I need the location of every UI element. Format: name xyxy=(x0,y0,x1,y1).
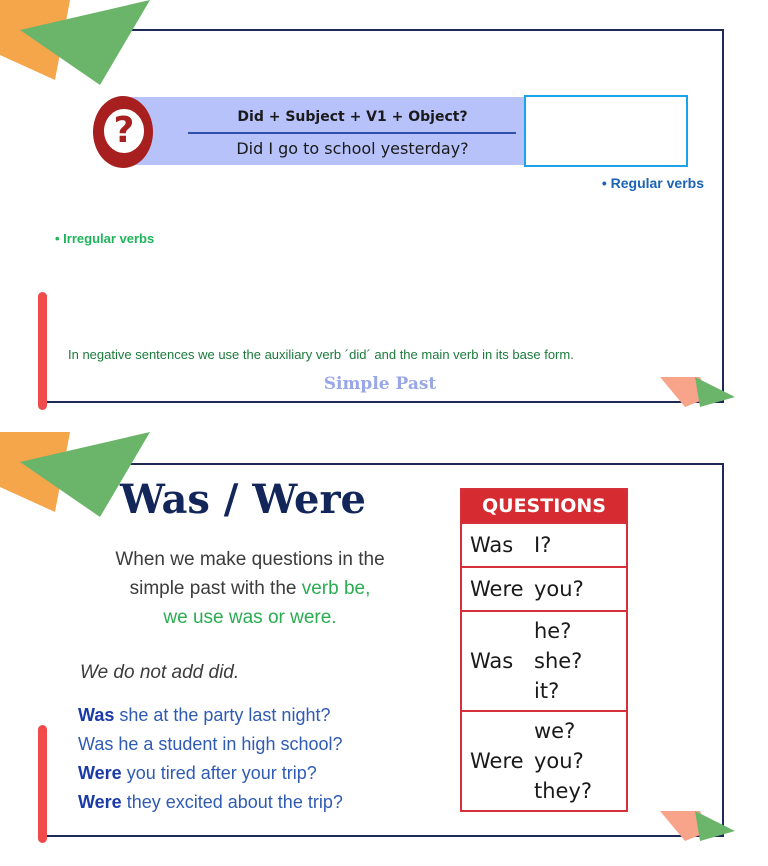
table-verb: Were xyxy=(470,577,524,601)
example-verb: Was xyxy=(78,705,115,725)
table-subjects xyxy=(534,616,626,706)
was-were-explanation xyxy=(70,545,430,632)
table-row xyxy=(462,610,626,710)
question-mark-symbol: ? xyxy=(104,109,144,153)
explanation-line-3: we use was or were. xyxy=(163,607,337,628)
table-subjects xyxy=(534,716,626,806)
verb-be-highlight: verb be, xyxy=(301,578,371,599)
table-subject: she? xyxy=(534,649,583,673)
table-row xyxy=(462,522,626,566)
formula-example: Did I go to school yesterday? xyxy=(236,139,469,158)
corner-decoration-bottom-right-1 xyxy=(655,372,740,412)
questions-table xyxy=(460,488,628,812)
explanation-line-2 xyxy=(70,574,430,603)
simple-past-title: Simple Past xyxy=(323,374,437,394)
was-were-title: Was / Were xyxy=(120,476,366,523)
table-verb: Were xyxy=(470,749,524,773)
example-rest: they excited about the trip? xyxy=(121,792,343,812)
example-verb: Were xyxy=(78,763,122,783)
table-subject: they? xyxy=(534,779,593,803)
table-subject: I? xyxy=(534,533,552,557)
negative-sentences-note: In negative sentences we use the auxiliary verb ´did´ and the main verb in its base form. xyxy=(68,347,574,362)
red-bar-decoration-2 xyxy=(38,725,47,843)
table-subject: he? xyxy=(534,619,572,643)
explanation-text: simple past with the xyxy=(129,578,302,599)
questions-table-header: QUESTIONS xyxy=(462,490,626,522)
example-sentence xyxy=(78,730,343,759)
table-subject: it? xyxy=(534,679,560,703)
table-subjects xyxy=(534,530,626,560)
question-formula: Did + Subject + V1 + Object? xyxy=(237,109,468,125)
example-verb: Were xyxy=(78,792,122,812)
irregular-verbs-label: • Irregular verbs xyxy=(55,231,155,246)
example-rest: she at the party last night? xyxy=(114,705,331,725)
example-rest: Was he a student in high school? xyxy=(78,734,343,754)
red-bar-decoration-1 xyxy=(38,292,47,410)
formula-divider xyxy=(188,132,516,134)
table-subject: you? xyxy=(534,749,584,773)
example-sentences xyxy=(78,701,343,817)
table-subjects xyxy=(534,574,626,604)
empty-answer-box xyxy=(524,95,688,167)
table-row xyxy=(462,566,626,610)
table-verb: Was xyxy=(470,533,514,557)
corner-decoration-top-left-1 xyxy=(0,0,170,95)
corner-decoration-bottom-right-2 xyxy=(655,806,740,846)
no-did-note: We do not add did. xyxy=(80,662,240,683)
table-subject: we? xyxy=(534,719,576,743)
regular-verbs-label: • Regular verbs xyxy=(601,175,704,191)
example-rest: you tired after your trip? xyxy=(121,763,317,783)
example-sentence xyxy=(78,759,343,788)
table-verb: Was xyxy=(470,649,514,673)
example-sentence xyxy=(78,788,343,817)
example-sentence xyxy=(78,701,343,730)
table-row xyxy=(462,710,626,810)
explanation-line-1: When we make questions in the xyxy=(115,549,385,570)
table-subject: you? xyxy=(534,577,584,601)
